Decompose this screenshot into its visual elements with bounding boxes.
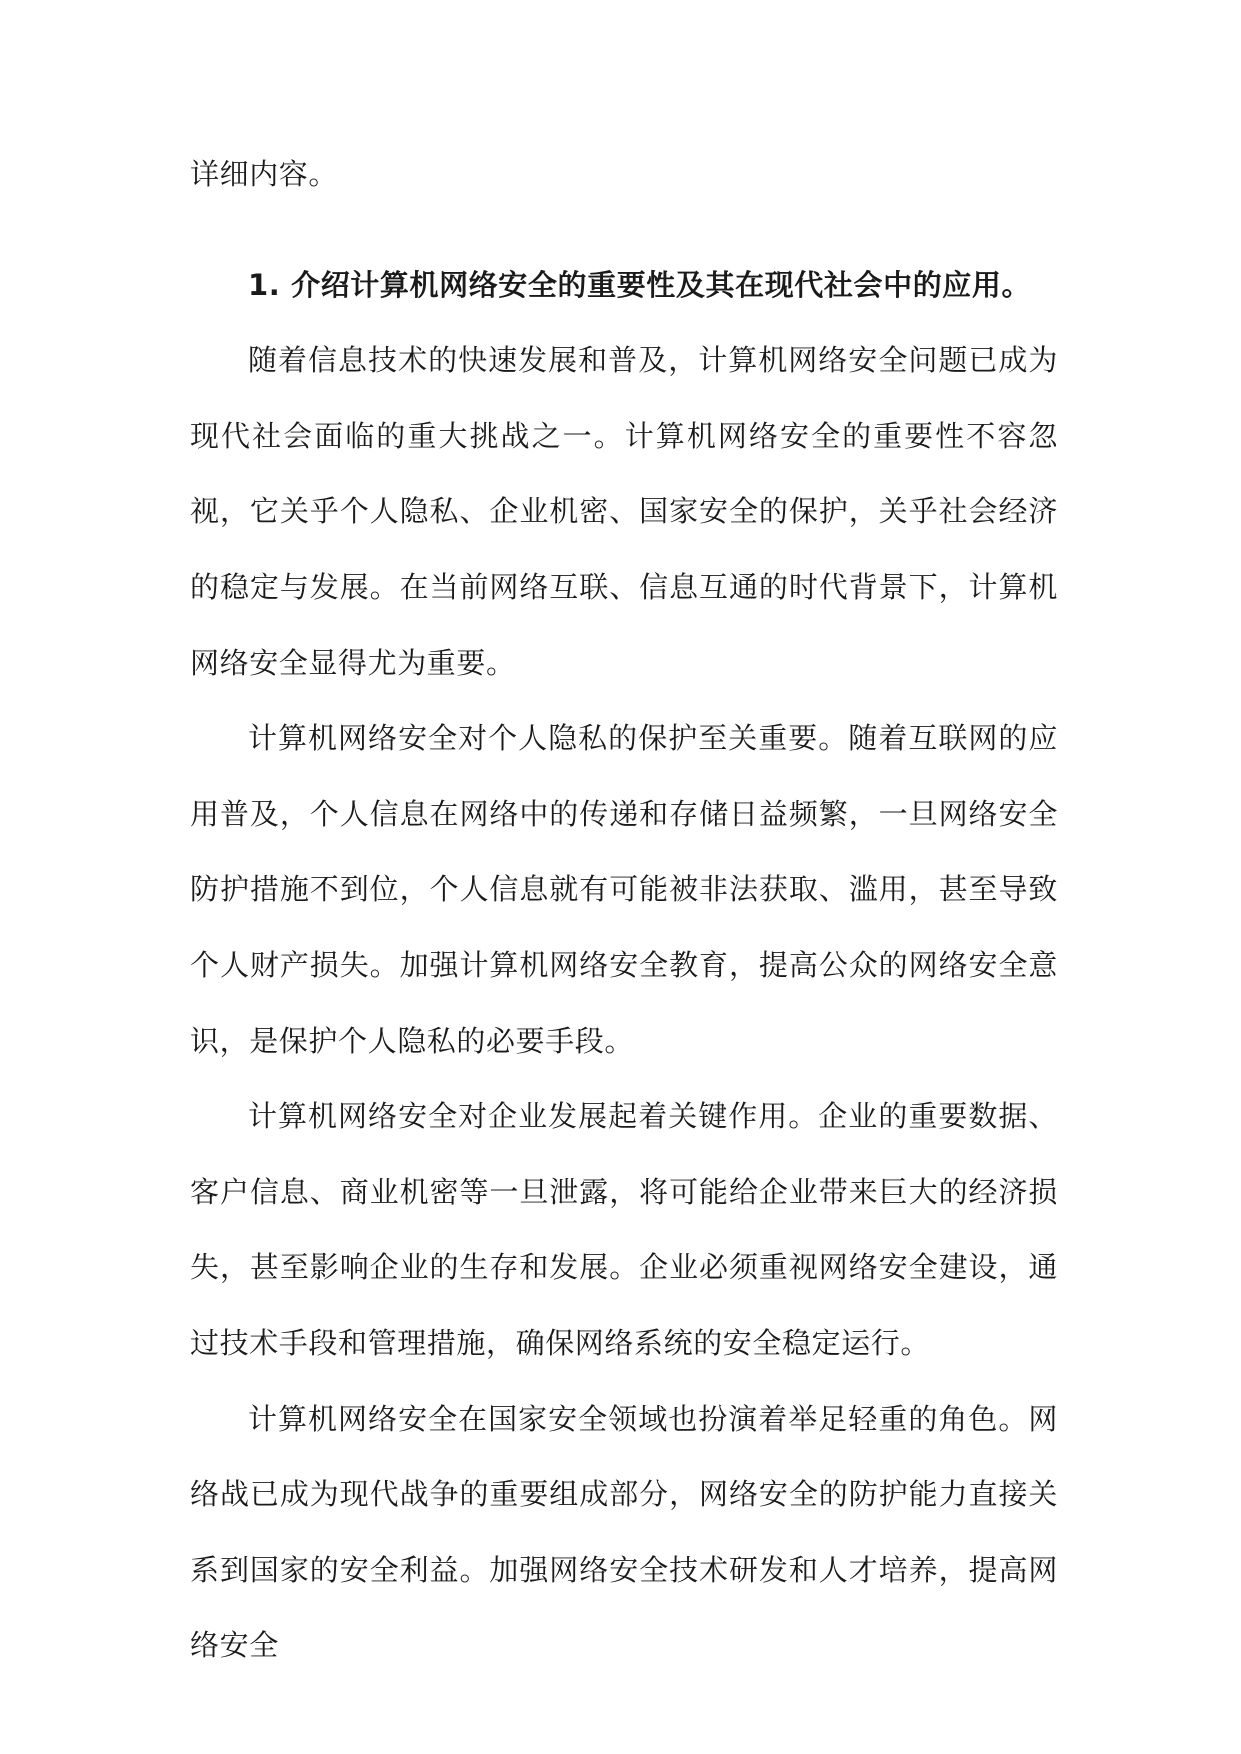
- document-body: [190, 137, 1058, 1684]
- paragraph-enterprise: 计算机网络安全对企业发展起着关键作用。企业的重要数据、客户信息、商业机密等一旦泄露，将可能给企业带来巨大的经济损失，甚至影响企业的生存和发展。企业必须重视网络安全建设，通过技术手段和管理措施，确保网络系统的安全稳定运行。: [190, 1099, 1058, 1360]
- lead-text: 详细内容。: [190, 157, 339, 191]
- section-heading: 1. 介绍计算机网络安全的重要性及其在现代社会中的应用。: [248, 267, 1032, 302]
- paragraph-personal-privacy: 计算机网络安全对个人隐私的保护至关重要。随着互联网的应用普及，个人信息在网络中的传递和存储日益频繁，一旦网络安全防护措施不到位，个人信息就有可能被非法获取、滥用，甚至导致个人财产损失。加强计算机网络安全教育，提高公众的网络安全意识，是保护个人隐私的必要手段。: [190, 721, 1058, 1058]
- paragraph-national-security: 计算机网络安全在国家安全领域也扮演着举足轻重的角色。网络战已成为现代战争的重要组成部分，网络安全的防护能力直接关系到国家的安全利益。加强网络安全技术研发和人才培养，提高网络安全: [190, 1401, 1058, 1663]
- paragraph-intro: 随着信息技术的快速发展和普及，计算机网络安全问题已成为现代社会面临的重大挑战之一。计算机网络安全的重要性不容忽视，它关乎个人隐私、企业机密、国家安全的保护，关乎社会经济的稳定与发展。在当前网络互联、信息互通的时代背景下，计算机网络安全显得尤为重要。: [190, 343, 1058, 680]
